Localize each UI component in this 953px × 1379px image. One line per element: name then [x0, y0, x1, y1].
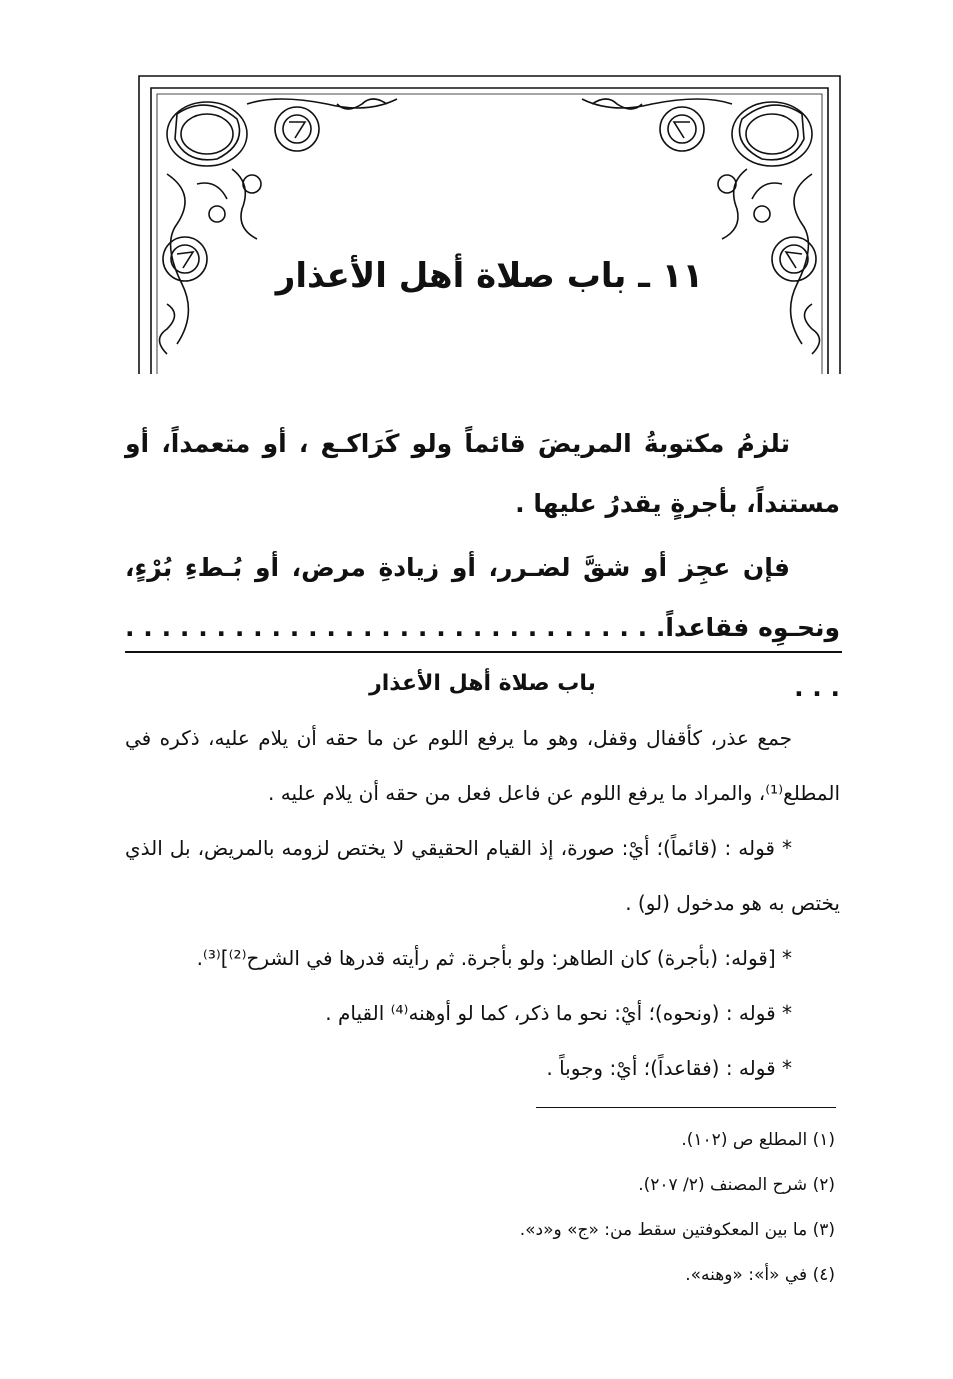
commentary-paragraph: جمع عذر، كأقفال وقفل، وهو ما يرفع اللوم عن ما حقه أن يلام عليه، ذكره في المطلع⁽¹⁾، والمراد ما يرفع اللوم عن فاعل فعل من حقه أن يلام عليه .: [125, 726, 840, 805]
footnote-divider: [536, 1107, 836, 1108]
footnote-item: (٣) ما بين المعكوفتين سقط من: «ج» و«د».: [519, 1220, 835, 1240]
commentary-paragraph: * قوله : (قائماً)؛ أيْ: صورة، إذ القيام الحقيقي لا يختص لزومه بالمريض، بل الذي يختص به هو مدخول (لو) .: [125, 836, 840, 915]
commentary: [125, 656, 840, 1096]
footnote-item: (٤) في «أ»: «وهنه».: [685, 1265, 835, 1285]
commentary-paragraph: * قوله : (ونحوه)؛ أيْ: نحو ما ذكر، كما لو أوهنه⁽⁴⁾ القيام .: [325, 1001, 792, 1025]
matn-paragraph: فإن عجِز أو شقَّ لضـرر، أو زيادةِ مرض، أو بُـطءِ بُرْءٍ، ونحـوِه فقاعداً. . . . . . . . . . . . . . . . . . . . . . . . . . . . . . . . .: [125, 553, 840, 702]
commentary-paragraph: * [قوله: (بأجرة) كان الطاهر: ولو بأجرة. ثم رأيته قدرها في الشرح⁽²⁾]⁽³⁾.: [196, 946, 792, 970]
footnote-item: (٢) شرح المصنف (٢/ ٢٠٧).: [638, 1175, 835, 1195]
footnote-item: (١) المطلع ص (١٠٢).: [681, 1130, 835, 1150]
commentary-heading: باب صلاة أهل الأعذار: [369, 671, 596, 696]
arabesque-border-icon: [137, 74, 842, 374]
matn-paragraph: تلزمُ مكتوبةُ المريضَ قائماً ولو كَرَاكـع ، أو متعمداً، أو مستنداً، بأجرةٍ يقدرُ عليها .: [125, 429, 840, 518]
chapter-title: ١١ ـ باب صلاة أهل الأعذار: [275, 256, 704, 296]
ornamental-header-frame: [137, 74, 842, 374]
footnotes: [125, 1118, 835, 1298]
commentary-paragraph: * قوله : (فقاعداً)؛ أيْ: وجوباً .: [546, 1056, 792, 1080]
section-divider: [125, 651, 842, 653]
